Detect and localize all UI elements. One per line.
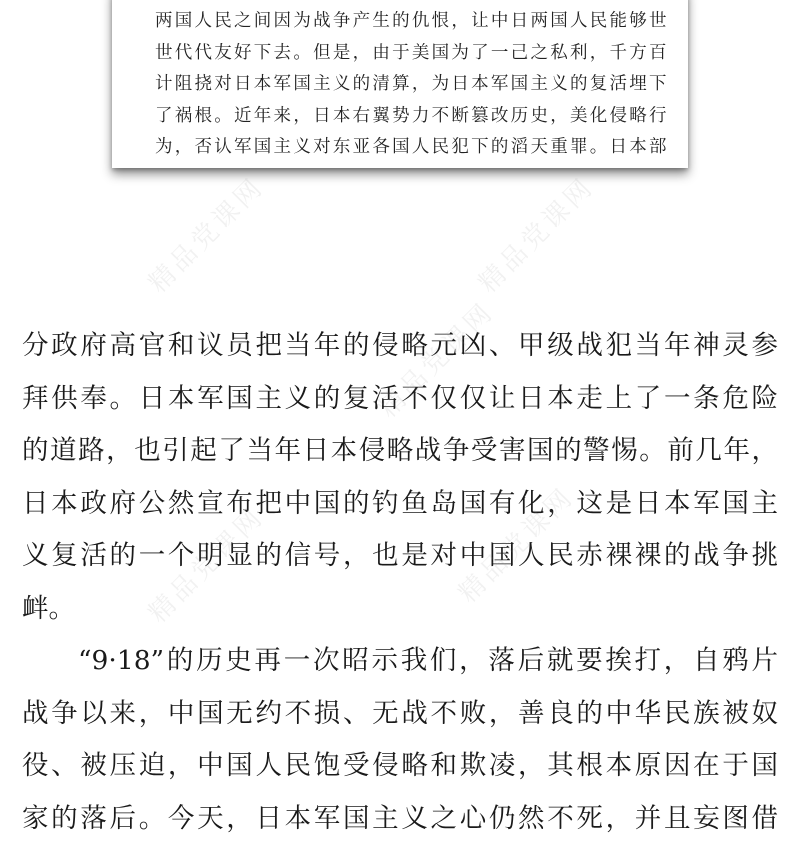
body-line: 衅。 [22,583,778,636]
body-line: 义复活的一个明显的信号，也是对中国人民赤裸裸的战争挑 [22,530,778,583]
watermark: 精品党课网 [469,167,601,299]
quote-line: 世代代友好下去。但是，由于美国为了一己之私利，千方百 [155,38,668,70]
watermark: 精品党课网 [369,292,501,424]
quote-box [112,0,688,168]
body-line: 役、被压迫，中国人民饱受侵略和欺凌，其根本原因在于国 [22,740,778,793]
watermark: 精品党课网 [139,497,271,629]
watermark: 精品党课网 [449,477,581,609]
quote-line: 了祸根。近年来，日本右翼势力不断篡改历史，美化侵略行 [155,101,668,133]
quote-line: 计阻挠对日本军国主义的清算，为日本军国主义的复活埋下 [155,69,668,101]
body-line: 的道路，也引起了当年日本侵略战争受害国的警惕。前几年， [22,425,778,478]
body-line: 日本政府公然宣布把中国的钓鱼岛国有化，这是日本军国主 [22,478,778,531]
watermark: 精品党课网 [139,167,271,299]
body-line: 分政府高官和议员把当年的侵略元凶、甲级战犯当年神灵参 [22,320,778,373]
body-line: “9·18”的历史再一次昭示我们，落后就要挨打，自鸦片 [22,635,778,688]
body-line: 家的落后。今天，日本军国主义之心仍然不死，并且妄图借 [22,793,778,845]
quote-line: 两国人民之间因为战争产生的仇恨，让中日两国人民能够世 [155,6,668,38]
body-text [22,320,778,845]
quote-line: 为，否认军国主义对东亚各国人民犯下的滔天重罪。日本部 [155,132,668,164]
body-line: 拜供奉。日本军国主义的复活不仅仅让日本走上了一条危险 [22,373,778,426]
body-line: 战争以来，中国无约不损、无战不败，善良的中华民族被奴 [22,688,778,741]
